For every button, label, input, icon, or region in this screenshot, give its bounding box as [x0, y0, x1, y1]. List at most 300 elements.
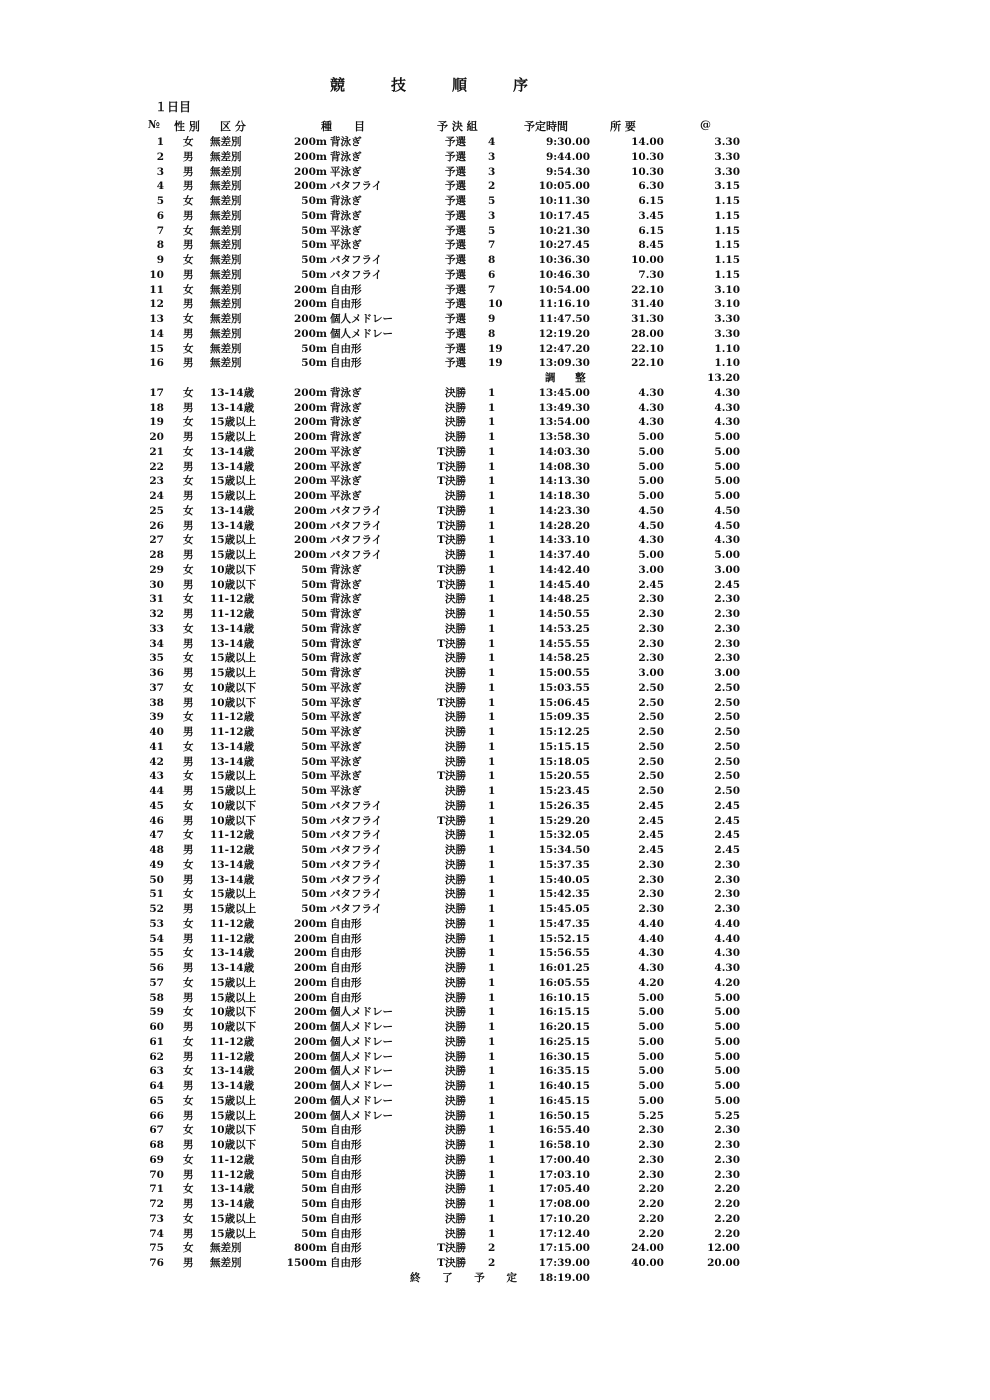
- cell-div: 11-12歳: [210, 726, 255, 738]
- cell-stage: 決勝: [445, 667, 466, 679]
- cell-no: 10: [149, 268, 164, 281]
- cell-at: 5.00: [714, 1050, 740, 1063]
- cell-stage: T決勝: [437, 578, 466, 591]
- cell-dist: 50m: [301, 726, 327, 738]
- cell-no: 2: [156, 150, 164, 163]
- title-char: 序: [513, 76, 531, 94]
- cell-stage: 決勝: [445, 490, 466, 502]
- cell-at: 2.30: [714, 608, 740, 620]
- table-row: [0, 179, 990, 194]
- cell-dist: 50m: [301, 254, 327, 266]
- cell-dist: 50m: [301, 711, 327, 724]
- cell-sex: 男: [183, 268, 194, 281]
- cell-stage: 決勝: [445, 991, 466, 1004]
- cell-no: 22: [149, 460, 164, 473]
- cell-at: 2.30: [714, 1124, 740, 1137]
- cell-time: 11:47.50: [538, 313, 590, 325]
- cell-dist: 200m: [293, 1080, 327, 1092]
- cell-grp: 1: [488, 755, 496, 768]
- cell-sex: 男: [183, 844, 194, 856]
- cell-req: 10.30: [631, 150, 664, 163]
- cell-sex: 男: [183, 726, 194, 738]
- cell-stroke: 自由形: [330, 947, 362, 960]
- cell-sex: 男: [183, 873, 194, 886]
- cell-no: 34: [149, 637, 164, 650]
- cell-req: 4.30: [638, 962, 664, 974]
- cell-sex: 男: [183, 519, 194, 532]
- cell-div: 無差別: [210, 224, 242, 237]
- cell-grp: 4: [488, 136, 496, 148]
- cell-req: 5.00: [638, 490, 664, 502]
- cell-dist: 50m: [301, 593, 327, 606]
- cell-time: 14:55.55: [538, 637, 590, 650]
- table-row: [0, 637, 990, 652]
- cell-time: 14:03.30: [538, 445, 590, 458]
- cell-stage: 決勝: [445, 593, 466, 606]
- cell-dist: 200m: [293, 313, 327, 325]
- cell-grp: 1: [488, 1212, 496, 1225]
- cell-req: 2.30: [638, 1139, 664, 1151]
- cell-time: 10:54.00: [538, 283, 590, 296]
- cell-at: 2.45: [714, 578, 740, 591]
- cell-dist: 200m: [293, 991, 327, 1004]
- cell-dist: 50m: [301, 844, 327, 856]
- cell-grp: 6: [488, 268, 496, 281]
- cell-time: 9:54.30: [545, 165, 590, 178]
- cell-req: 10.00: [631, 254, 664, 266]
- cell-at: 5.00: [714, 1065, 740, 1078]
- cell-time: 15:47.35: [538, 917, 590, 930]
- cell-stroke: 背泳ぎ: [330, 401, 362, 414]
- cell-stroke: 平泳ぎ: [330, 740, 362, 753]
- cell-req: 3.45: [638, 209, 664, 222]
- cell-no: 59: [149, 1006, 164, 1019]
- cell-div: 11-12歳: [210, 1050, 255, 1063]
- cell-stroke: 自由形: [330, 342, 362, 355]
- cell-stroke: 個人メドレー: [330, 327, 393, 340]
- cell-req: 5.00: [638, 1065, 664, 1078]
- cell-no: 37: [149, 681, 164, 694]
- cell-stage: 予選: [445, 239, 466, 252]
- cell-at: 4.40: [714, 917, 740, 930]
- cell-grp: 9: [488, 313, 496, 325]
- cell-stage: 決勝: [445, 1212, 466, 1225]
- cell-grp: 2: [488, 1257, 496, 1269]
- cell-dist: 200m: [293, 283, 327, 296]
- cell-dist: 50m: [301, 224, 327, 237]
- cell-time: 15:06.45: [538, 696, 590, 709]
- cell-req: 7.30: [638, 268, 664, 281]
- cell-stroke: 自由形: [330, 1139, 362, 1151]
- cell-no: 15: [149, 342, 164, 355]
- table-row: [0, 710, 990, 725]
- cell-stage: 決勝: [445, 1227, 466, 1240]
- cell-stroke: バタフライ: [330, 844, 383, 856]
- cell-sex: 女: [183, 888, 194, 901]
- cell-div: 11-12歳: [210, 829, 255, 842]
- cell-req: 5.00: [638, 1035, 664, 1048]
- cell-req: 5.00: [638, 445, 664, 458]
- cell-sex: 女: [183, 1094, 194, 1107]
- cell-no: 68: [149, 1139, 164, 1151]
- cell-time: 13:09.30: [538, 357, 590, 370]
- cell-at: 2.45: [714, 799, 740, 812]
- cell-no: 14: [149, 327, 164, 340]
- cell-sex: 女: [183, 622, 194, 635]
- cell-div: 11-12歳: [210, 711, 255, 724]
- cell-grp: 1: [488, 637, 496, 650]
- cell-grp: 1: [488, 962, 496, 974]
- cell-div: 15歳以上: [210, 991, 257, 1004]
- cell-req: 10.30: [631, 165, 664, 178]
- cell-req: 5.00: [638, 460, 664, 473]
- cell-grp: 1: [488, 1109, 496, 1122]
- cell-req: 5.00: [638, 1050, 664, 1063]
- cell-grp: 7: [488, 283, 496, 296]
- cell-grp: 1: [488, 829, 496, 842]
- cell-time: 16:30.15: [538, 1050, 590, 1063]
- cell-time: 12:19.20: [538, 327, 590, 340]
- cell-at: 2.50: [714, 740, 740, 753]
- cell-at: 2.30: [714, 888, 740, 901]
- cell-stage: T決勝: [437, 1242, 466, 1255]
- cell-dist: 50m: [301, 1168, 327, 1181]
- cell-stage: 決勝: [445, 416, 466, 429]
- table-row: [0, 1094, 990, 1109]
- cell-stage: 予選: [445, 209, 466, 222]
- cell-req: 2.50: [638, 785, 664, 797]
- table-row: [0, 607, 990, 622]
- cell-div: 15歳以上: [210, 888, 257, 901]
- cell-sex: 女: [183, 593, 194, 606]
- table-row: [0, 1109, 990, 1124]
- cell-grp: 1: [488, 416, 496, 429]
- table-row: [0, 1256, 990, 1271]
- header-at: @: [700, 118, 711, 131]
- cell-time: 13:45.00: [538, 386, 590, 399]
- cell-grp: 1: [488, 504, 496, 517]
- cell-time: 15:00.55: [538, 667, 590, 679]
- cell-stage: 予選: [445, 327, 466, 340]
- cell-no: 51: [149, 888, 164, 901]
- cell-stroke: 背泳ぎ: [330, 667, 362, 679]
- table-row: [0, 356, 990, 371]
- cell-stage: 決勝: [445, 947, 466, 960]
- cell-grp: 1: [488, 667, 496, 679]
- cell-req: 2.30: [638, 1168, 664, 1181]
- cell-sex: 男: [183, 1227, 194, 1240]
- end-time: 18:19.00: [538, 1271, 590, 1284]
- cell-div: 無差別: [210, 150, 242, 163]
- table-row: [0, 401, 990, 416]
- cell-at: 2.30: [714, 873, 740, 886]
- cell-grp: 1: [488, 490, 496, 502]
- cell-time: 14:23.30: [538, 504, 590, 517]
- cell-dist: 200m: [293, 386, 327, 399]
- cell-stroke: バタフライ: [330, 180, 383, 193]
- cell-stroke: バタフライ: [330, 549, 383, 561]
- cell-req: 4.30: [638, 947, 664, 960]
- cell-no: 23: [149, 475, 164, 488]
- cell-stroke: 自由形: [330, 298, 362, 311]
- cell-req: 3.00: [638, 563, 664, 576]
- cell-stroke: 個人メドレー: [330, 1035, 393, 1048]
- cell-req: 5.00: [638, 475, 664, 488]
- cell-stage: 決勝: [445, 608, 466, 620]
- cell-no: 29: [149, 563, 164, 576]
- cell-at: 2.45: [714, 829, 740, 842]
- cell-stroke: 平泳ぎ: [330, 785, 362, 797]
- cell-at: 2.45: [714, 844, 740, 856]
- cell-req: 4.20: [638, 976, 664, 989]
- table-row: [0, 946, 990, 961]
- cell-stage: 決勝: [445, 755, 466, 768]
- cell-sex: 女: [183, 136, 194, 148]
- cell-time: 15:20.55: [538, 770, 590, 783]
- cell-sex: 女: [183, 976, 194, 989]
- cell-at: 1.15: [714, 239, 740, 252]
- table-row: [0, 253, 990, 268]
- cell-at: 2.30: [714, 1139, 740, 1151]
- cell-grp: 1: [488, 858, 496, 871]
- cell-at: 2.50: [714, 726, 740, 738]
- cell-no: 43: [149, 770, 164, 783]
- cell-time: 15:40.05: [538, 873, 590, 886]
- cell-at: 2.30: [714, 1168, 740, 1181]
- cell-at: 2.20: [714, 1198, 740, 1210]
- cell-grp: 1: [488, 932, 496, 945]
- cell-stroke: バタフライ: [330, 858, 383, 871]
- cell-dist: 200m: [293, 947, 327, 960]
- cell-req: 2.30: [638, 888, 664, 901]
- day-label: １日目: [155, 100, 192, 114]
- cell-dist: 50m: [301, 667, 327, 679]
- cell-grp: 1: [488, 534, 496, 547]
- cell-stage: 決勝: [445, 1035, 466, 1048]
- cell-time: 14:53.25: [538, 622, 590, 635]
- cell-grp: 1: [488, 652, 496, 665]
- cell-at: 20.00: [707, 1257, 740, 1269]
- cell-stroke: 自由形: [330, 932, 362, 945]
- cell-div: 11-12歳: [210, 1153, 255, 1166]
- cell-stroke: 自由形: [330, 283, 362, 296]
- adjustment-label: 調 整: [545, 372, 594, 384]
- cell-div: 11-12歳: [210, 593, 255, 606]
- cell-dist: 50m: [301, 696, 327, 709]
- cell-at: 4.30: [714, 534, 740, 547]
- cell-sex: 女: [183, 224, 194, 237]
- cell-div: 無差別: [210, 195, 242, 207]
- cell-no: 11: [149, 283, 164, 296]
- cell-no: 73: [149, 1212, 164, 1225]
- cell-sex: 男: [183, 962, 194, 974]
- cell-no: 7: [156, 224, 164, 237]
- cell-at: 5.25: [714, 1109, 740, 1122]
- cell-time: 10:11.30: [538, 195, 590, 207]
- table-row: [0, 563, 990, 578]
- cell-stroke: 平泳ぎ: [330, 770, 362, 783]
- cell-stage: 決勝: [445, 1168, 466, 1181]
- cell-at: 3.00: [714, 563, 740, 576]
- cell-div: 11-12歳: [210, 932, 255, 945]
- cell-stroke: バタフライ: [330, 254, 383, 266]
- cell-stroke: 平泳ぎ: [330, 490, 362, 502]
- cell-time: 14:08.30: [538, 460, 590, 473]
- cell-time: 14:28.20: [538, 519, 590, 532]
- cell-sex: 女: [183, 445, 194, 458]
- cell-stroke: 平泳ぎ: [330, 224, 362, 237]
- cell-stroke: バタフライ: [330, 268, 383, 281]
- cell-stroke: 平泳ぎ: [330, 165, 362, 178]
- table-row: [0, 666, 990, 681]
- cell-sex: 男: [183, 1168, 194, 1181]
- cell-div: 13-14歳: [210, 1183, 255, 1196]
- cell-req: 2.45: [638, 799, 664, 812]
- cell-at: 5.00: [714, 991, 740, 1004]
- cell-grp: 1: [488, 475, 496, 488]
- cell-dist: 50m: [301, 740, 327, 753]
- cell-time: 10:36.30: [538, 254, 590, 266]
- cell-req: 5.25: [638, 1109, 664, 1122]
- table-row: [0, 283, 990, 298]
- table-row: [0, 224, 990, 239]
- cell-stage: 決勝: [445, 740, 466, 753]
- cell-time: 15:52.15: [538, 932, 590, 945]
- cell-stroke: 背泳ぎ: [330, 150, 362, 163]
- cell-div: 13-14歳: [210, 637, 255, 650]
- cell-time: 16:40.15: [538, 1080, 590, 1092]
- cell-stage: 決勝: [445, 622, 466, 635]
- cell-stroke: 個人メドレー: [330, 1109, 393, 1122]
- cell-div: 13-14歳: [210, 740, 255, 753]
- cell-grp: 1: [488, 991, 496, 1004]
- table-row: [0, 533, 990, 548]
- cell-dist: 50m: [301, 1124, 327, 1137]
- cell-grp: 1: [488, 1198, 496, 1210]
- cell-no: 45: [149, 799, 164, 812]
- cell-time: 16:15.15: [538, 1006, 590, 1019]
- cell-div: 13-14歳: [210, 1080, 255, 1092]
- cell-no: 72: [149, 1198, 164, 1210]
- cell-sex: 女: [183, 917, 194, 930]
- cell-stage: 決勝: [445, 917, 466, 930]
- cell-stage: T決勝: [437, 1257, 466, 1269]
- table-row: [0, 489, 990, 504]
- adjustment-value: 13.20: [707, 372, 740, 384]
- table-row: [0, 843, 990, 858]
- cell-grp: 1: [488, 903, 496, 915]
- table-row: [0, 1197, 990, 1212]
- cell-no: 48: [149, 844, 164, 856]
- cell-req: 4.50: [638, 504, 664, 517]
- cell-dist: 200m: [293, 431, 327, 443]
- table-row: [0, 887, 990, 902]
- cell-sex: 女: [183, 799, 194, 812]
- cell-sex: 男: [183, 1021, 194, 1033]
- cell-time: 16:58.10: [538, 1139, 590, 1151]
- cell-stage: 決勝: [445, 1153, 466, 1166]
- cell-div: 10歳以下: [210, 563, 257, 576]
- cell-time: 15:42.35: [538, 888, 590, 901]
- cell-stage: 予選: [445, 313, 466, 325]
- cell-stage: 決勝: [445, 726, 466, 738]
- cell-time: 14:50.55: [538, 608, 590, 620]
- table-row: [0, 755, 990, 770]
- cell-stroke: 自由形: [330, 1227, 362, 1240]
- cell-dist: 200m: [293, 1050, 327, 1063]
- cell-stage: 決勝: [445, 976, 466, 989]
- table-row: [0, 873, 990, 888]
- table-row: [0, 651, 990, 666]
- cell-dist: 200m: [293, 165, 327, 178]
- cell-div: 15歳以上: [210, 475, 257, 488]
- cell-time: 13:49.30: [538, 401, 590, 414]
- cell-stroke: 背泳ぎ: [330, 652, 362, 665]
- cell-no: 65: [149, 1094, 164, 1107]
- cell-div: 13-14歳: [210, 519, 255, 532]
- cell-stroke: 個人メドレー: [330, 1065, 393, 1078]
- cell-no: 56: [149, 962, 164, 974]
- cell-grp: 1: [488, 947, 496, 960]
- cell-time: 15:23.45: [538, 785, 590, 797]
- cell-stroke: 平泳ぎ: [330, 475, 362, 488]
- cell-no: 74: [149, 1227, 164, 1240]
- table-row: [0, 858, 990, 873]
- cell-time: 14:18.30: [538, 490, 590, 502]
- cell-no: 62: [149, 1050, 164, 1063]
- cell-stage: 決勝: [445, 932, 466, 945]
- cell-stroke: 平泳ぎ: [330, 726, 362, 738]
- cell-no: 53: [149, 917, 164, 930]
- cell-req: 5.00: [638, 1006, 664, 1019]
- cell-at: 1.15: [714, 224, 740, 237]
- cell-time: 16:10.15: [538, 991, 590, 1004]
- cell-grp: 1: [488, 1139, 496, 1151]
- cell-at: 5.00: [714, 1021, 740, 1033]
- cell-grp: 5: [488, 195, 496, 207]
- cell-req: 22.10: [631, 283, 664, 296]
- table-row: [0, 784, 990, 799]
- cell-stage: T決勝: [437, 519, 466, 532]
- cell-dist: 50m: [301, 770, 327, 783]
- cell-grp: 10: [488, 298, 503, 311]
- cell-sex: 男: [183, 667, 194, 679]
- cell-dist: 50m: [301, 578, 327, 591]
- cell-grp: 1: [488, 681, 496, 694]
- cell-at: 2.50: [714, 696, 740, 709]
- cell-div: 15歳以上: [210, 785, 257, 797]
- cell-time: 14:42.40: [538, 563, 590, 576]
- cell-stroke: 背泳ぎ: [330, 622, 362, 635]
- cell-stroke: 背泳ぎ: [330, 608, 362, 620]
- cell-dist: 50m: [301, 814, 327, 827]
- cell-dist: 50m: [301, 652, 327, 665]
- cell-no: 19: [149, 416, 164, 429]
- cell-stroke: 個人メドレー: [330, 1006, 393, 1019]
- cell-stage: 決勝: [445, 1050, 466, 1063]
- cell-req: 40.00: [631, 1257, 664, 1269]
- cell-req: 2.30: [638, 622, 664, 635]
- cell-at: 3.30: [714, 136, 740, 148]
- cell-grp: 1: [488, 445, 496, 458]
- cell-no: 63: [149, 1065, 164, 1078]
- cell-sex: 男: [183, 578, 194, 591]
- cell-no: 47: [149, 829, 164, 842]
- cell-stroke: 個人メドレー: [330, 1094, 393, 1107]
- cell-stroke: 個人メドレー: [330, 1021, 393, 1033]
- cell-no: 25: [149, 504, 164, 517]
- cell-time: 15:12.25: [538, 726, 590, 738]
